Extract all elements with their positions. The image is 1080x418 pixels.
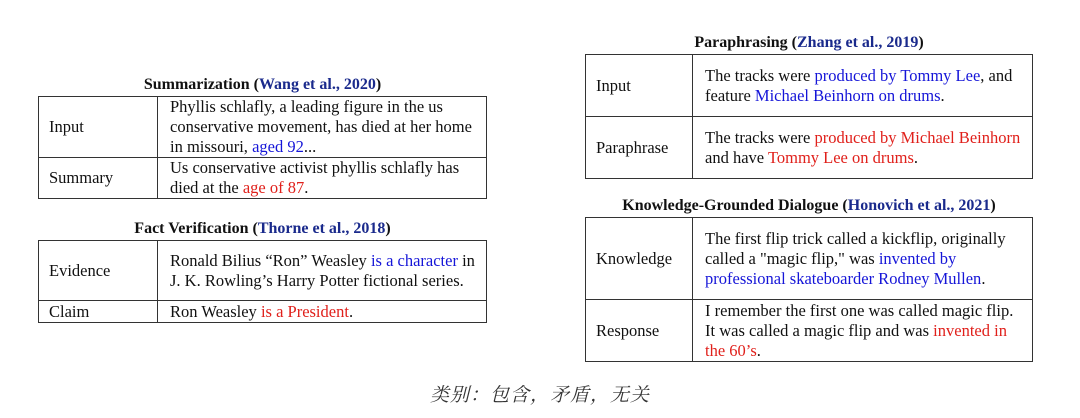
row-label: Knowledge xyxy=(586,218,693,300)
citation: Thorne et al., 2018 xyxy=(257,220,386,237)
row-label: Evidence xyxy=(39,241,158,301)
table-row xyxy=(39,301,487,323)
text-segment: ... xyxy=(303,137,317,156)
table-row xyxy=(586,117,1033,179)
row-text xyxy=(693,300,1033,362)
source-highlight: produced by Tommy Lee xyxy=(814,65,981,85)
conflict-highlight: is a President xyxy=(260,301,349,321)
source-highlight: Michael Beinhorn on drums xyxy=(754,85,941,105)
panel-title-text: Summarization xyxy=(143,76,250,93)
example-table xyxy=(38,240,487,323)
text-segment: The tracks were xyxy=(705,127,815,147)
text-segment: and have xyxy=(705,147,768,167)
panel-title: Fact Verification (Thorne et al., 2018) xyxy=(134,220,391,237)
table-row xyxy=(39,241,487,301)
text-segment: Ronald Bilius “Ron” Weasley xyxy=(170,250,371,270)
text-segment: The first flip trick called a kickflip, originally called a "magic flip," was xyxy=(705,228,1006,268)
source-highlight: aged 92 xyxy=(252,137,304,156)
panel-title: Summarization (Wang et al., 2020) xyxy=(143,76,382,93)
conflict-highlight: produced by Michael Beinhorn xyxy=(814,127,1021,147)
example-table xyxy=(585,54,1033,179)
text-segment: . xyxy=(756,340,761,360)
row-label: Input xyxy=(39,97,158,158)
source-highlight: is a character xyxy=(370,250,458,270)
row-text xyxy=(693,218,1033,300)
summarization-panel xyxy=(38,76,487,199)
conflict-highlight: invented in the 60’s xyxy=(705,320,1007,360)
paraphrasing-panel xyxy=(585,34,1033,179)
row-text xyxy=(158,97,487,158)
row-text xyxy=(158,241,487,301)
row-text xyxy=(693,55,1033,117)
citation: Honovich et al., 2021 xyxy=(847,197,991,214)
citation: Wang et al., 2020 xyxy=(258,76,376,93)
row-label: Summary xyxy=(39,158,158,199)
text-segment: . xyxy=(913,147,919,167)
example-table xyxy=(585,217,1033,362)
source-highlight: invented by professional skateboarder Rodney Mullen xyxy=(705,248,982,288)
table-row xyxy=(586,55,1033,117)
table-row xyxy=(39,158,487,199)
table-row xyxy=(39,97,487,158)
conflict-highlight: age of 87 xyxy=(242,178,305,197)
text-segment: Phyllis schlafly, a leading figure in the us conservative movement, has died at her home in missouri, xyxy=(170,97,472,156)
table-row xyxy=(586,218,1033,300)
text-segment: Ron Weasley xyxy=(170,301,261,321)
text-segment: Us conservative activist phyllis schlafly has died at the xyxy=(170,158,460,197)
row-label: Paraphrase xyxy=(586,117,693,179)
row-label: Response xyxy=(586,300,693,362)
text-segment: I remember the first one was called magic flip. It was called a magic flip and was xyxy=(705,300,1014,340)
panel-title: Knowledge-Grounded Dialogue (Honovich et al., 2021) xyxy=(622,197,996,214)
dialogue-panel xyxy=(585,197,1033,362)
row-label: Input xyxy=(586,55,693,117)
figure-caption: 类别：包含，矛盾，无关 xyxy=(429,384,650,406)
conflict-highlight: Tommy Lee on drums xyxy=(767,147,914,167)
row-text xyxy=(693,117,1033,179)
text-segment: in J. K. Rowling’s Harry Potter fictional series. xyxy=(170,250,475,290)
example-table xyxy=(38,96,487,199)
text-segment: . xyxy=(981,268,986,288)
text-segment: The tracks were xyxy=(705,65,815,85)
panel-title: Paraphrasing (Zhang et al., 2019) xyxy=(694,34,924,51)
panel-title-text: Paraphrasing xyxy=(694,34,788,51)
text-segment: . xyxy=(348,301,354,321)
text-segment: , and feature xyxy=(705,65,1013,105)
text-segment: . xyxy=(304,178,309,197)
row-text xyxy=(158,301,487,323)
panel-title-text: Fact Verification xyxy=(134,220,249,237)
text-segment: . xyxy=(940,85,945,105)
fact-verification-panel xyxy=(38,220,487,323)
citation: Zhang et al., 2019 xyxy=(797,34,919,51)
row-text xyxy=(158,158,487,199)
row-label: Claim xyxy=(39,301,158,323)
table-row xyxy=(586,300,1033,362)
panel-title-text: Knowledge-Grounded Dialogue xyxy=(622,197,839,214)
